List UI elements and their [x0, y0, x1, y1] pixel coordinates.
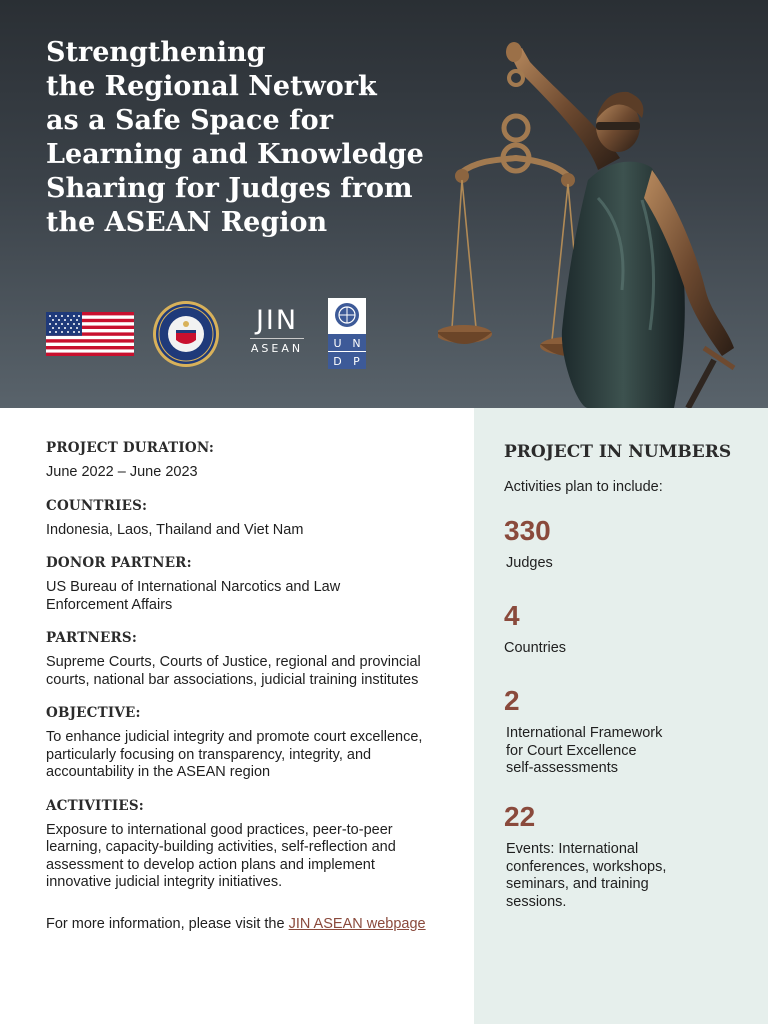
jin-logo-divider [250, 338, 304, 339]
hero-title-line: as a Safe Space for [46, 105, 333, 136]
stat-label-line: Judges [506, 555, 553, 571]
court-seal-icon [152, 300, 220, 368]
text-line: accountability in the ASEAN region [46, 764, 271, 780]
project-numbers-panel [474, 408, 768, 1024]
stat-countries [504, 601, 754, 658]
stat-label-line: seminars, and training [506, 876, 649, 892]
stat-label [504, 841, 754, 911]
undp-letter: U [333, 337, 342, 350]
donor-section [46, 555, 458, 614]
jin-asean-webpage-link[interactable]: JIN ASEAN webpage [288, 915, 426, 932]
text-line: innovative judicial integrity initiatives. [46, 874, 283, 890]
stat-label-line: Events: International [506, 841, 639, 857]
objective-section [46, 705, 458, 782]
stat-judges [504, 516, 754, 573]
stat-events [504, 802, 754, 911]
section-text: June 2022 – June 2023 [46, 464, 198, 480]
section-heading: PROJECT DURATION: [46, 440, 215, 456]
undp-letter: N [352, 337, 361, 350]
stat-label-line: International Framework [506, 725, 663, 741]
partners-section [46, 630, 458, 689]
stat-label-line: for Court Excellence [506, 742, 637, 759]
text-line: Enforcement Affairs [46, 596, 173, 613]
numbers-subtitle: Activities plan to include: [504, 479, 663, 495]
section-heading: DONOR PARTNER: [46, 555, 192, 571]
section-heading: OBJECTIVE: [46, 705, 141, 721]
stat-value: 2 [504, 685, 520, 716]
section-heading: ACTIVITIES: [46, 797, 144, 814]
section-heading: PARTNERS: [46, 630, 138, 646]
hero-title-line: the ASEAN Region [46, 207, 328, 238]
stat-label-line: conferences, workshops, [506, 858, 667, 875]
text-line: learning, capacity-building activities, self-reflection and [46, 839, 396, 855]
section-text [46, 579, 458, 614]
hero-title [46, 36, 446, 240]
section-text [46, 654, 458, 689]
text-line: assessment to develop action plans and implement [46, 856, 375, 873]
activities-section [46, 798, 458, 892]
jin-asean-logo [246, 306, 308, 362]
stat-label [504, 555, 754, 573]
stat-value: 330 [504, 515, 551, 546]
stat-value: 4 [504, 600, 520, 631]
undp-letter: P [353, 355, 360, 368]
section-text: Indonesia, Laos, Thailand and Viet Nam [46, 521, 304, 538]
hero-title-line: Strengthening [46, 37, 266, 68]
section-text [46, 729, 458, 782]
text-line: courts, national bar associations, judicial training institutes [46, 671, 419, 688]
stat-label [504, 725, 754, 778]
section-heading: COUNTRIES: [46, 497, 148, 514]
hero-banner [0, 0, 768, 408]
stat-label-line: sessions. [506, 893, 567, 910]
project-details [46, 440, 458, 933]
stat-value: 22 [504, 801, 536, 832]
text-line: Supreme Courts, Courts of Justice, regional and provincial [46, 654, 421, 670]
duration-section [46, 440, 458, 482]
countries-section [46, 498, 458, 540]
numbers-title: PROJECT IN NUMBERS [504, 442, 732, 462]
text-line: Exposure to international good practices, peer-to-peer [46, 821, 393, 838]
jin-logo-main: JIN [255, 305, 299, 336]
undp-logo [328, 298, 366, 369]
hero-title-line: Sharing for Judges from [46, 173, 413, 204]
jin-logo-sub: ASEAN [250, 342, 304, 355]
more-info [46, 916, 458, 933]
stat-frameworks [504, 686, 754, 778]
us-flag-icon [46, 312, 134, 356]
text-line: US Bureau of International Narcotics and Law [46, 579, 341, 595]
undp-letter: D [333, 355, 342, 368]
text-line: particularly focusing on transparency, integrity, and [46, 746, 372, 763]
more-info-text: For more information, please visit the [46, 915, 289, 932]
stat-label-line: self-assessments [506, 760, 619, 776]
section-text [46, 822, 458, 892]
stat-label-line: Countries [504, 640, 567, 656]
hero-title-line: Learning and Knowledge [46, 139, 424, 170]
lady-justice-statue [438, 30, 758, 408]
hero-title-line: the Regional Network [46, 71, 377, 102]
text-line: To enhance judicial integrity and promote court excellence, [46, 729, 423, 745]
stat-label [504, 640, 754, 658]
